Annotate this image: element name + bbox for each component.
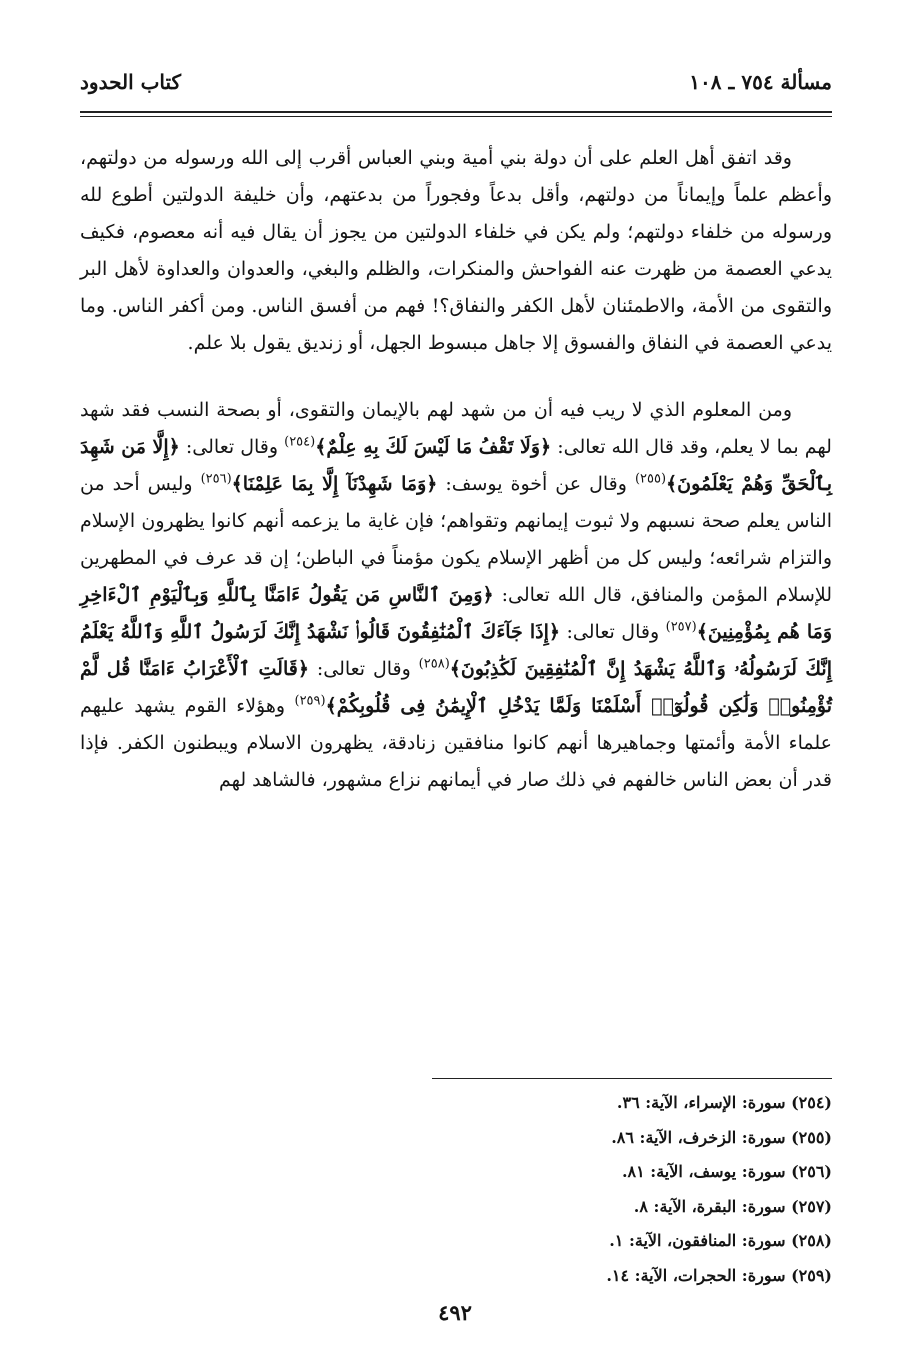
footnote-ref: (٢٥٥) <box>634 471 667 487</box>
footnote-separator <box>432 1078 832 1079</box>
footnote: (٢٥٨) سورة: المنافقون، الآية: ١. <box>609 1231 832 1251</box>
header-issue-number: مسألة ٧٥٤ ـ ١٠٨ <box>689 70 832 94</box>
text-run: وقال عن أخوة يوسف: <box>445 473 627 495</box>
header-rule-thin <box>80 116 832 117</box>
paragraph-2 <box>80 392 832 799</box>
quran-verse: ﴿وَمَا شَهِدْنَآ إِلَّا بِمَا عَلِمْنَا﴾ <box>231 473 438 495</box>
quran-verse: ﴿وَمِنَ ٱلنَّاسِ مَن يَقُولُ ءَامَنَّا بِٱللَّهِ وَبِٱلْيَوْمِ ٱلْءَاخِرِ وَمَا هُم بِمُؤْمِنِينَ﴾ <box>80 584 832 643</box>
header-rule-thick <box>80 111 832 113</box>
footnote: (٢٥٩) سورة: الحجرات، الآية: ١٤. <box>606 1265 832 1285</box>
footnote-ref: (٢٥٦) <box>200 471 232 487</box>
footnote: (٢٥٤) سورة: الإسراء، الآية: ٣٦. <box>616 1093 832 1112</box>
quran-verse: ﴿وَلَا تَقْفُ مَا لَيْسَ لَكَ بِهِ عِلْمٌ﴾ <box>315 436 552 458</box>
page-number: ٤٩٢ <box>438 1300 472 1325</box>
footnote: (٢٥٧) سورة: البقرة، الآية: ٨. <box>633 1196 832 1216</box>
running-header <box>80 62 832 102</box>
paragraph-1: وقد اتفق أهل العلم على أن دولة بني أمية وبني العباس أقرب إلى الله ورسوله من دولتهم، وأعظم علماً وإيماناً من دولتهم، وأقل بدعاً وفجوراً من بدعتهم، وأن خليفة الدولتين أطوع لله ورسوله من خلفاء دولتهم؛ ولم يكن في خلفاء الدولتين من يجوز أن يقال فيه أنه معصوم، فكيف يدعي العصمة من ظهرت عنه الفواحش والمنكرات، والظلم والبغي، والعدوان والعداوة لأهل البر والتقوى من الأمة، والاطمئنان لأهل الكفر والنفاق؟! فهم من أفسق الناس. ومن أكفر الناس. وما يدعي العصمة في النفاق والفسوق إلا جاهل مبسوط الجهل، أو زنديق يقول بلا علم. <box>80 147 832 354</box>
footnote-ref: (٢٥٧) <box>665 619 697 635</box>
footnotes <box>432 1086 832 1294</box>
quran-verse: ﴿إِذَا جَآءَكَ ٱلْمُنَٰفِقُونَ قَالُوا۟ نَشْهَدُ إِنَّكَ لَرَسُولُ ٱللَّهِ وَٱللَّهُ يَعْلَمُ إِنَّكَ لَرَسُولُهُۥ وَٱللَّهُ يَشْهَدُ إِنَّ ٱلْمُنَٰفِقِينَ لَكَٰذِبُونَ﴾ <box>80 621 832 680</box>
header-book-title: كتاب الحدود <box>80 70 182 94</box>
text-run: ومن المعلوم الذي لا ريب فيه أن من شهد لهم بالإيمان والتقوى، أو بصحة النسب فقد شهد لهم بما لا يعلم، وقد قال الله تعالى: <box>80 399 832 458</box>
main-text <box>80 140 832 799</box>
text-run: وهؤلاء القوم يشهد عليهم علماء الأمة وأئمتها وجماهيرها أنهم كانوا منافقين زنادقة، يظهرون الاسلام ويبطنون الكفر. فإذا قدر أن بعض الناس خالفهم في ذلك صار في أيمانهم نزاع مشهور، فالشاهد لهم <box>80 695 832 791</box>
text-run: وليس أحد من الناس يعلم صحة نسبهم ولا ثبوت إيمانهم وتقواهم؛ فإن غاية ما يزعمه أنهم كانوا يظهرون الإسلام والتزام شرائعه؛ وليس كل من أظهر الإسلام يكون مؤمناً في الباطن؛ إن قد عرف في المطهرين للإسلام المؤمن والمنافق، قال الله تعالى: <box>80 473 832 606</box>
quran-verse: ﴿إِلَّا مَن شَهِدَ بِٱلْحَقِّ وَهُمْ يَعْلَمُونَ﴾ <box>80 436 832 495</box>
text-run: وقال تعالى: <box>566 621 660 643</box>
footnote-ref: (٢٥٨) <box>418 656 450 672</box>
footnote-ref: (٢٥٩) <box>294 693 326 709</box>
quran-verse: ﴿قَالَتِ ٱلْأَعْرَابُ ءَامَنَّا قُل لَّمْ تُؤْمِنُوا۟ وَلَٰكِن قُولُوٓا۟ أَسْلَمْنَا وَلَمَّا يَدْخُلِ ٱلْإِيمَٰنُ فِى قُلُوبِكُمْ﴾ <box>80 658 833 717</box>
text-run: وقال تعالى: <box>316 658 411 680</box>
footnote: (٢٥٦) سورة: يوسف، الآية: ٨١. <box>621 1162 832 1182</box>
text-run: وقال تعالى: <box>185 436 279 458</box>
footnote-ref: (٢٥٤) <box>284 434 316 450</box>
footnote: (٢٥٥) سورة: الزخرف، الآية: ٨٦. <box>611 1127 832 1147</box>
